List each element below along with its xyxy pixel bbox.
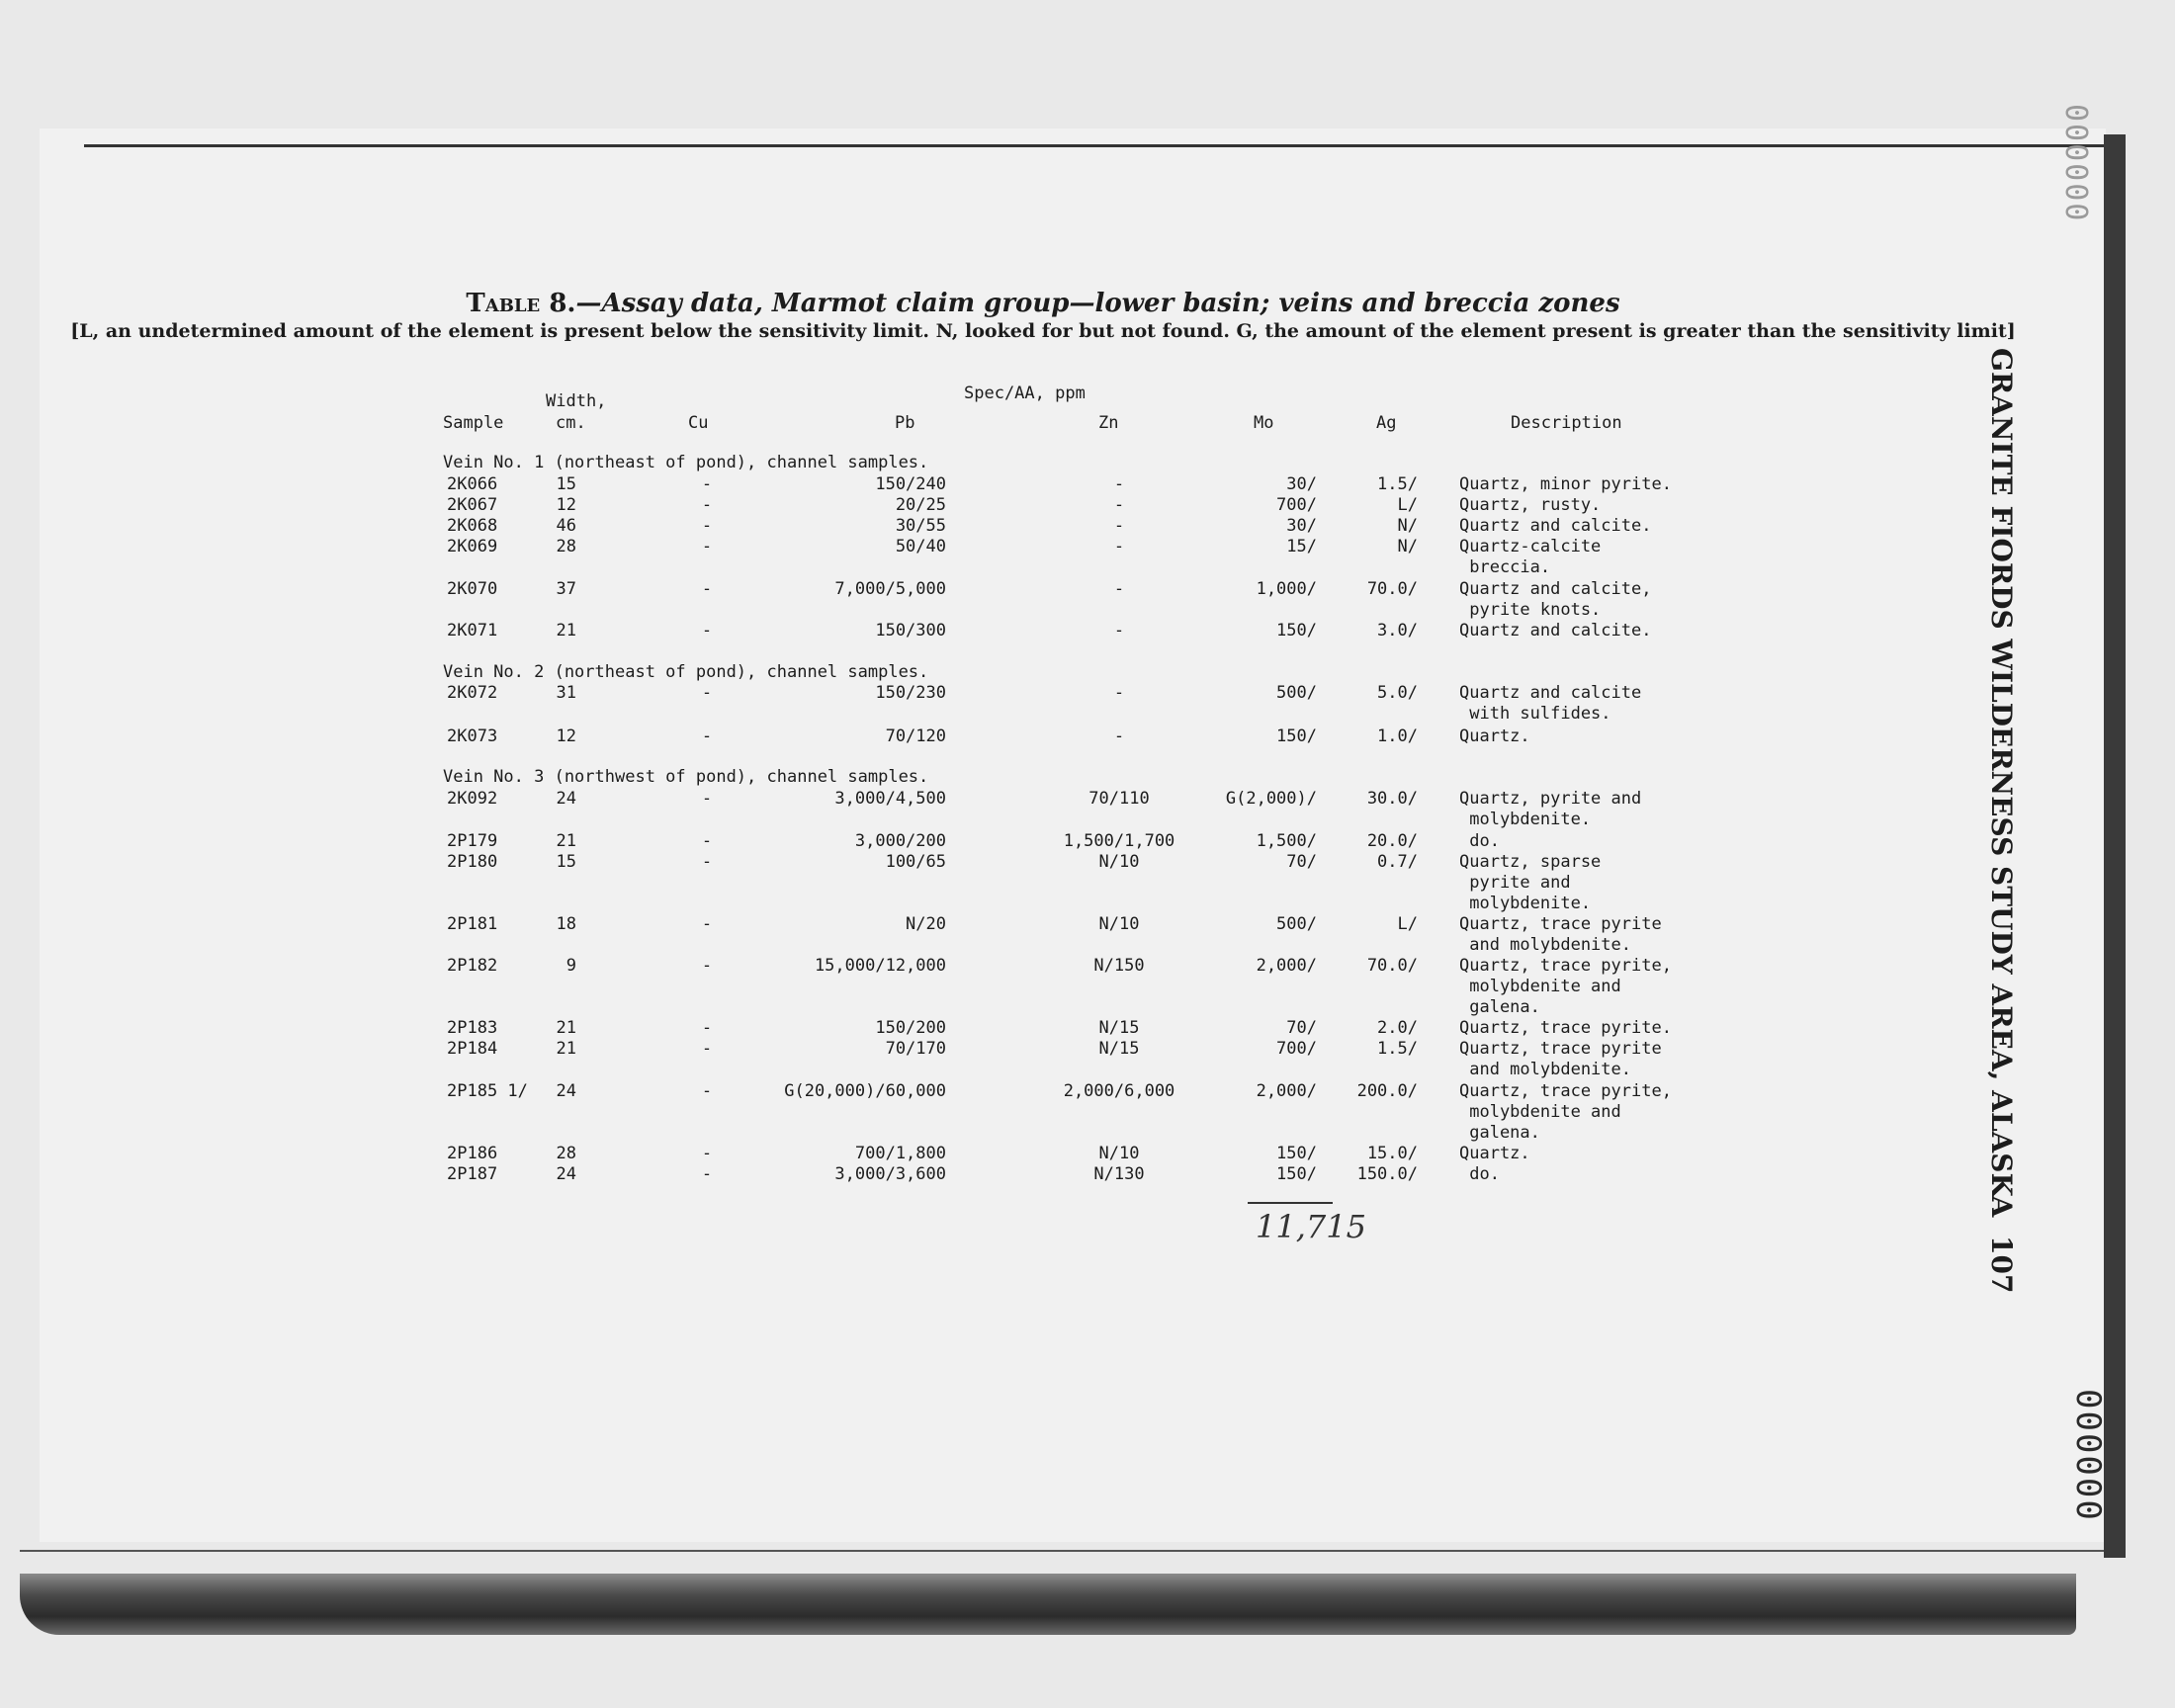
cell-ag: 5.0/ <box>1377 683 1418 703</box>
cell-pb: 30/55 <box>895 516 946 536</box>
scan-smudge <box>20 1574 2076 1635</box>
cell-sample: 2K066 <box>447 474 498 494</box>
cell-width: 21 <box>556 831 576 851</box>
cell-width: 15 <box>556 852 576 872</box>
cell-mo: 150/ <box>1276 1164 1317 1184</box>
cell-sample: 2P186 <box>447 1144 498 1163</box>
cell-cu: - <box>701 516 713 536</box>
cell-pb: 7,000/5,000 <box>834 579 946 599</box>
cell-width: 12 <box>556 495 576 515</box>
cell-ag: 15.0/ <box>1366 1144 1418 1163</box>
cell-mo: 150/ <box>1276 621 1317 640</box>
cell-cu: - <box>701 726 713 746</box>
cell-pb: 20/25 <box>895 495 946 515</box>
cell-zn: - <box>1113 683 1125 703</box>
cell-cu: - <box>701 579 713 599</box>
cell-mo: G(2,000)/ <box>1225 789 1317 809</box>
cell-description: Quartz, minor pyrite. <box>1459 474 1672 494</box>
cell-width: 28 <box>556 537 576 556</box>
cell-zn: - <box>1113 516 1125 536</box>
cell-description: Quartz, trace pyrite and molybdenite. <box>1459 914 1662 955</box>
cell-sample: 2K092 <box>447 789 498 809</box>
cell-pb: 70/170 <box>885 1039 946 1059</box>
cell-cu: - <box>701 852 713 872</box>
cell-ag: N/ <box>1397 537 1418 556</box>
cell-pb: 150/300 <box>875 621 946 640</box>
cell-ag: L/ <box>1397 495 1418 515</box>
cell-zn: N/15 <box>1098 1018 1140 1038</box>
table-title-text: —Assay data, Marmot claim group—lower basin; veins and breccia zones <box>575 289 1620 318</box>
cell-zn: - <box>1113 474 1125 494</box>
frame-marks-bottom: 000000 <box>2068 1389 2108 1522</box>
cell-description: Quartz, trace pyrite. <box>1459 1018 1672 1038</box>
cell-zn: - <box>1113 537 1125 556</box>
cell-sample: 2P185 1/ <box>447 1081 528 1101</box>
cell-zn: - <box>1113 726 1125 746</box>
cell-zn: - <box>1113 579 1125 599</box>
cell-width: 18 <box>556 914 576 934</box>
cell-zn: N/10 <box>1098 1144 1140 1163</box>
top-rule <box>84 144 2111 147</box>
col-header-width-unit: cm. <box>556 413 586 433</box>
cell-width: 24 <box>556 1081 576 1101</box>
cell-sample: 2P184 <box>447 1039 498 1059</box>
cell-mo: 700/ <box>1276 1039 1317 1059</box>
cell-ag: 0.7/ <box>1377 852 1418 872</box>
cell-description: Quartz-calcite breccia. <box>1459 537 1602 577</box>
cell-ag: 200.0/ <box>1356 1081 1418 1101</box>
cell-mo: 15/ <box>1286 537 1317 556</box>
cell-zn: N/10 <box>1098 852 1140 872</box>
cell-pb: 100/65 <box>885 852 946 872</box>
cell-zn: N/130 <box>1093 1164 1145 1184</box>
handwritten-underline <box>1248 1202 1333 1204</box>
cell-ag: 20.0/ <box>1366 831 1418 851</box>
cell-ag: 1.5/ <box>1377 474 1418 494</box>
cell-cu: - <box>701 1144 713 1163</box>
cell-mo: 150/ <box>1276 1144 1317 1163</box>
cell-width: 15 <box>556 474 576 494</box>
cell-mo: 500/ <box>1276 914 1317 934</box>
cell-cu: - <box>701 831 713 851</box>
cell-description: Quartz and calcite, pyrite knots. <box>1459 579 1652 620</box>
cell-sample: 2K073 <box>447 726 498 746</box>
cell-width: 28 <box>556 1144 576 1163</box>
cell-sample: 2P179 <box>447 831 498 851</box>
cell-description: Quartz, trace pyrite and molybdenite. <box>1459 1039 1662 1079</box>
cell-mo: 2,000/ <box>1256 956 1317 976</box>
cell-mo: 2,000/ <box>1256 1081 1317 1101</box>
cell-pb: 3,000/200 <box>854 831 946 851</box>
col-header-ag: Ag <box>1376 413 1397 433</box>
cell-pb: G(20,000)/60,000 <box>784 1081 946 1101</box>
frame-marks-top: 000000 <box>2058 104 2093 223</box>
cell-mo: 30/ <box>1286 474 1317 494</box>
cell-description: Quartz, rusty. <box>1459 495 1602 515</box>
cell-cu: - <box>701 1164 713 1184</box>
group-heading: Vein No. 3 (northwest of pond), channel samples. <box>443 767 929 787</box>
col-header-cu: Cu <box>688 413 709 433</box>
col-header-sample: Sample <box>443 413 504 433</box>
cell-mo: 70/ <box>1286 1018 1317 1038</box>
cell-description: do. <box>1459 1164 1500 1184</box>
cell-pb: 150/200 <box>875 1018 946 1038</box>
col-header-zn: Zn <box>1098 413 1119 433</box>
cell-description: do. <box>1459 831 1500 851</box>
cell-ag: 70.0/ <box>1366 956 1418 976</box>
table-note: [L, an undetermined amount of the element is present below the sensitivity limit. N, looked for but not found. G, the amount of the element present is greater than the sensitivity limit] <box>70 320 2016 342</box>
page-edge-shadow <box>2104 134 2126 1558</box>
cell-zn: N/150 <box>1093 956 1145 976</box>
cell-cu: - <box>701 1039 713 1059</box>
cell-cu: - <box>701 914 713 934</box>
cell-zn: - <box>1113 621 1125 640</box>
cell-description: Quartz and calcite with sulfides. <box>1459 683 1642 724</box>
group-heading: Vein No. 2 (northeast of pond), channel samples. <box>443 662 929 682</box>
col-header-mo: Mo <box>1254 413 1274 433</box>
cell-cu: - <box>701 537 713 556</box>
spec-aa-label: Spec/AA, ppm <box>964 384 1086 403</box>
cell-mo: 1,000/ <box>1256 579 1317 599</box>
cell-description: Quartz, sparse pyrite and molybdenite. <box>1459 852 1602 913</box>
cell-sample: 2K069 <box>447 537 498 556</box>
cell-mo: 1,500/ <box>1256 831 1317 851</box>
cell-cu: - <box>701 474 713 494</box>
cell-cu: - <box>701 621 713 640</box>
cell-sample: 2P187 <box>447 1164 498 1184</box>
cell-zn: N/15 <box>1098 1039 1140 1059</box>
cell-description: Quartz, trace pyrite, molybdenite and galena. <box>1459 956 1672 1017</box>
cell-sample: 2P180 <box>447 852 498 872</box>
cell-sample: 2K070 <box>447 579 498 599</box>
cell-pb: 3,000/4,500 <box>834 789 946 809</box>
cell-ag: 2.0/ <box>1377 1018 1418 1038</box>
cell-width: 21 <box>556 621 576 640</box>
cell-width: 24 <box>556 789 576 809</box>
col-header-description: Description <box>1511 413 1622 433</box>
cell-pb: 150/230 <box>875 683 946 703</box>
cell-mo: 150/ <box>1276 726 1317 746</box>
cell-width: 46 <box>556 516 576 536</box>
cell-ag: N/ <box>1397 516 1418 536</box>
cell-sample: 2P181 <box>447 914 498 934</box>
cell-zn: - <box>1113 495 1125 515</box>
bottom-rule <box>20 1550 2106 1552</box>
cell-sample: 2K068 <box>447 516 498 536</box>
cell-cu: - <box>701 495 713 515</box>
cell-cu: - <box>701 683 713 703</box>
cell-mo: 70/ <box>1286 852 1317 872</box>
cell-width: 31 <box>556 683 576 703</box>
cell-width: 12 <box>556 726 576 746</box>
cell-mo: 30/ <box>1286 516 1317 536</box>
cell-pb: 70/120 <box>885 726 946 746</box>
handwritten-note: 11,715 <box>1256 1208 1366 1245</box>
running-head: GRANITE FIORDS WILDERNESS STUDY AREA, ALASKA <box>1985 348 2018 1218</box>
cell-sample: 2P182 <box>447 956 498 976</box>
cell-pb: 50/40 <box>895 537 946 556</box>
page-number: 107 <box>1985 1236 2018 1294</box>
cell-width: 37 <box>556 579 576 599</box>
cell-zn: N/10 <box>1098 914 1140 934</box>
cell-cu: - <box>701 1081 713 1101</box>
cell-ag: 1.5/ <box>1377 1039 1418 1059</box>
col-header-pb: Pb <box>895 413 915 433</box>
cell-sample: 2K072 <box>447 683 498 703</box>
cell-pb: 3,000/3,600 <box>834 1164 946 1184</box>
cell-pb: 150/240 <box>875 474 946 494</box>
cell-pb: 700/1,800 <box>854 1144 946 1163</box>
cell-ag: 150.0/ <box>1356 1164 1418 1184</box>
cell-ag: 30.0/ <box>1366 789 1418 809</box>
cell-sample: 2P183 <box>447 1018 498 1038</box>
cell-width: 21 <box>556 1018 576 1038</box>
cell-ag: 1.0/ <box>1377 726 1418 746</box>
cell-sample: 2K071 <box>447 621 498 640</box>
col-header-width: Width, <box>546 391 607 411</box>
cell-width: 21 <box>556 1039 576 1059</box>
cell-description: Quartz and calcite. <box>1459 621 1652 640</box>
group-heading: Vein No. 1 (northeast of pond), channel samples. <box>443 453 929 472</box>
cell-description: Quartz. <box>1459 1144 1530 1163</box>
cell-cu: - <box>701 789 713 809</box>
cell-sample: 2K067 <box>447 495 498 515</box>
cell-mo: 700/ <box>1276 495 1317 515</box>
cell-description: Quartz, trace pyrite, molybdenite and galena. <box>1459 1081 1672 1143</box>
cell-pb: 15,000/12,000 <box>814 956 946 976</box>
cell-zn: 70/110 <box>1088 789 1150 809</box>
cell-width: 9 <box>566 956 576 976</box>
cell-zn: 1,500/1,700 <box>1063 831 1175 851</box>
cell-pb: N/20 <box>906 914 946 934</box>
table-title <box>0 289 2086 318</box>
cell-width: 24 <box>556 1164 576 1184</box>
cell-mo: 500/ <box>1276 683 1317 703</box>
cell-description: Quartz and calcite. <box>1459 516 1652 536</box>
table-title-prefix: Table 8. <box>466 289 576 318</box>
cell-description: Quartz. <box>1459 726 1530 746</box>
cell-ag: 3.0/ <box>1377 621 1418 640</box>
cell-cu: - <box>701 956 713 976</box>
cell-cu: - <box>701 1018 713 1038</box>
cell-zn: 2,000/6,000 <box>1063 1081 1175 1101</box>
cell-ag: 70.0/ <box>1366 579 1418 599</box>
cell-description: Quartz, pyrite and molybdenite. <box>1459 789 1642 829</box>
cell-ag: L/ <box>1397 914 1418 934</box>
